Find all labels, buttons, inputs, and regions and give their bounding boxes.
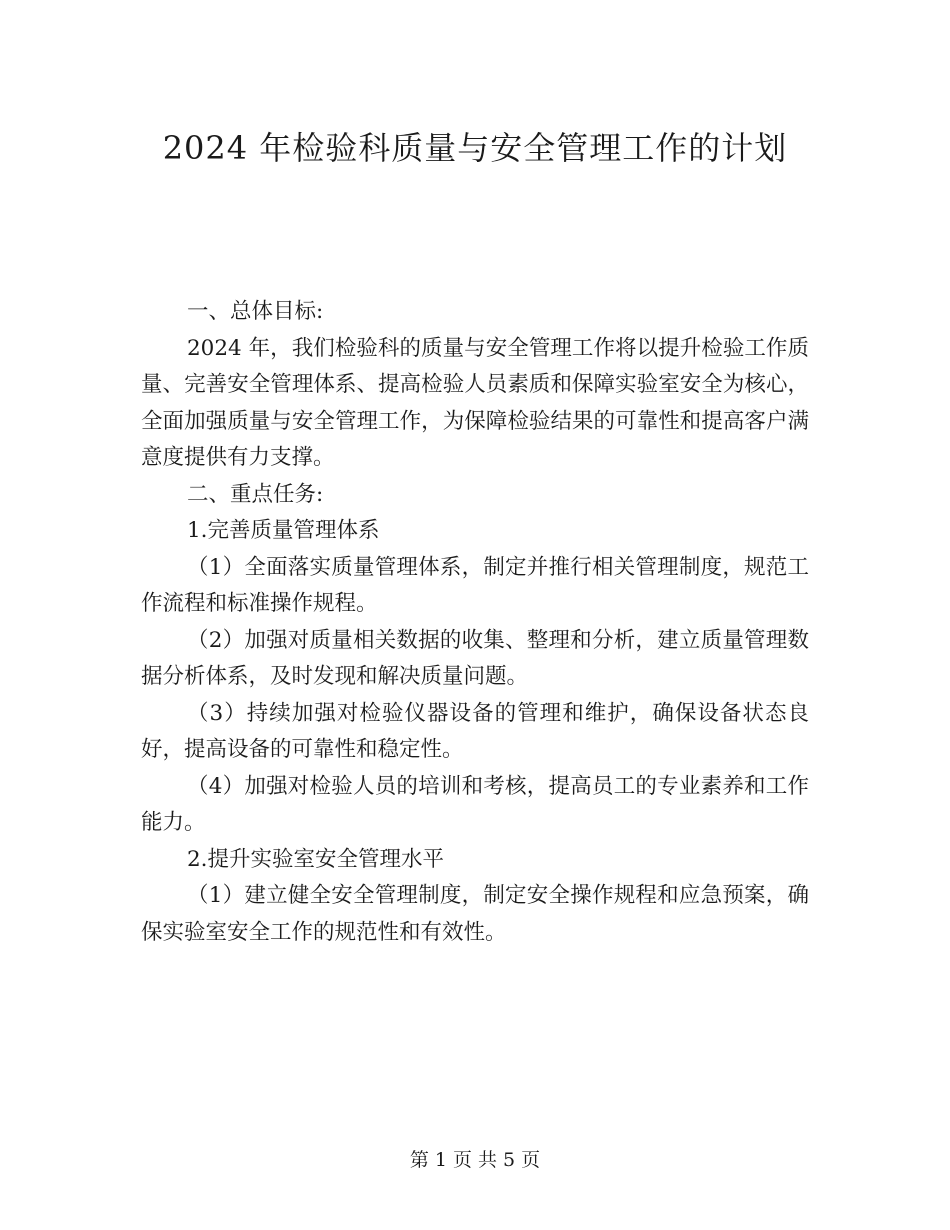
section-heading-goals: 一、总体目标:	[187, 299, 324, 324]
document-body	[141, 294, 809, 951]
page-footer: 第 1 页 共 5 页	[409, 1149, 541, 1171]
list-item-quality-2: （2）加强对质量相关数据的收集、整理和分析，建立质量管理数据分析体系，及时发现和解决质量问题。	[141, 627, 809, 689]
subheading-quality-system: 1.完善质量管理体系	[187, 518, 380, 543]
document-title: 2024 年检验科质量与安全管理工作的计划	[162, 129, 788, 167]
list-item-quality-3: （3）持续加强对检验仪器设备的管理和维护，确保设备状态良好，提高设备的可靠性和稳定性。	[141, 700, 809, 762]
list-item-safety-1: （1）建立健全安全管理制度，制定安全操作规程和应急预案，确保实验室安全工作的规范性和有效性。	[141, 883, 809, 945]
paragraph-goals: 2024 年，我们检验科的质量与安全管理工作将以提升检验工作质量、完善安全管理体系、提高检验人员素质和保障实验室安全为核心，全面加强质量与安全管理工作，为保障检验结果的可靠性和提高客户满意度提供有力支撑。	[141, 335, 809, 470]
list-item-quality-4: （4）加强对检验人员的培训和考核，提高员工的专业素养和工作能力。	[141, 773, 809, 835]
list-item-quality-1: （1）全面落实质量管理体系，制定并推行相关管理制度，规范工作流程和标准操作规程。	[141, 554, 809, 616]
subheading-lab-safety: 2.提升实验室安全管理水平	[187, 846, 445, 872]
section-heading-tasks: 二、重点任务:	[187, 481, 324, 507]
